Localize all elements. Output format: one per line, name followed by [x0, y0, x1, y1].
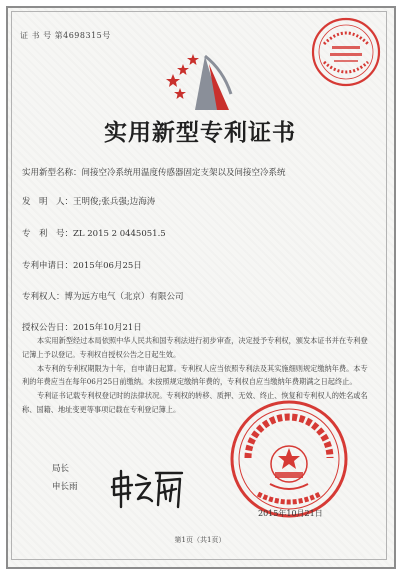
body-paragraph: 本实用新型经过本局依照中华人民共和国专利法进行初步审查，决定授予专利权，颁发本证书并在专利登记簿上予以登记。专利权自授权公告之日起生效。: [22, 336, 368, 359]
certificate-number: 证 书 号 第4698315号: [20, 31, 111, 40]
patent-office-emblem: [165, 50, 239, 112]
inventor-value: 王明俊;张兵强;边海涛: [73, 197, 156, 207]
utility-model-name-label: 实用新型名称：: [22, 168, 82, 178]
application-date-label: 专利申请日：: [22, 261, 74, 271]
patent-number-row: [22, 227, 166, 239]
patentee-row: [22, 290, 184, 302]
application-date-value: 2015年06月25日: [73, 261, 142, 271]
patentee-value: 博为远方电气（北京）有限公司: [64, 292, 184, 302]
body-paragraph: 专利证书记载专利权登记时的法律状况。专利权的转移、质押、无效、终止、恢复和专利权人的姓名或名称、国籍、地址变更等事项记载在专利登记簿上。: [22, 391, 368, 414]
patent-number-value: ZL 2015 2 0445051.5: [73, 229, 166, 239]
director-title-label: 局长: [52, 464, 70, 474]
application-date-row: [22, 259, 142, 271]
inventor-row: [22, 195, 155, 207]
grant-date-row: [22, 321, 142, 333]
inventor-label: 发 明 人：: [22, 197, 74, 207]
grant-date-value: 2015年10月21日: [73, 323, 142, 333]
patentee-label: 专利权人：: [22, 292, 65, 302]
body-paragraph: 本专利的专利权期限为十年，自申请日起算。专利权人应当依照专利法及其实施细则规定缴纳年费。本专利的年费应当在每年06月25日前缴纳。未按照规定缴纳年费的，专利权自应当缴纳年费期满之日起终止。: [22, 363, 368, 387]
certificate-title: 实用新型专利证书: [104, 119, 296, 146]
grant-date-label: 授权公告日：: [22, 323, 74, 333]
utility-model-name-value: 间接空冷系统用温度传感器固定支架以及间接空冷系统: [81, 168, 286, 178]
utility-model-name-row: [22, 166, 286, 178]
director-name-label: 申长雨: [52, 482, 78, 492]
page-footer: 第1页（共1页）: [174, 536, 226, 544]
patent-number-label: 专 利 号：: [22, 229, 74, 239]
intellectual-property-office-seal: [228, 398, 350, 520]
director-signature: [108, 465, 186, 510]
patent-office-seal-small: [310, 16, 382, 88]
seal-date: 2015年10月21日: [258, 509, 323, 518]
